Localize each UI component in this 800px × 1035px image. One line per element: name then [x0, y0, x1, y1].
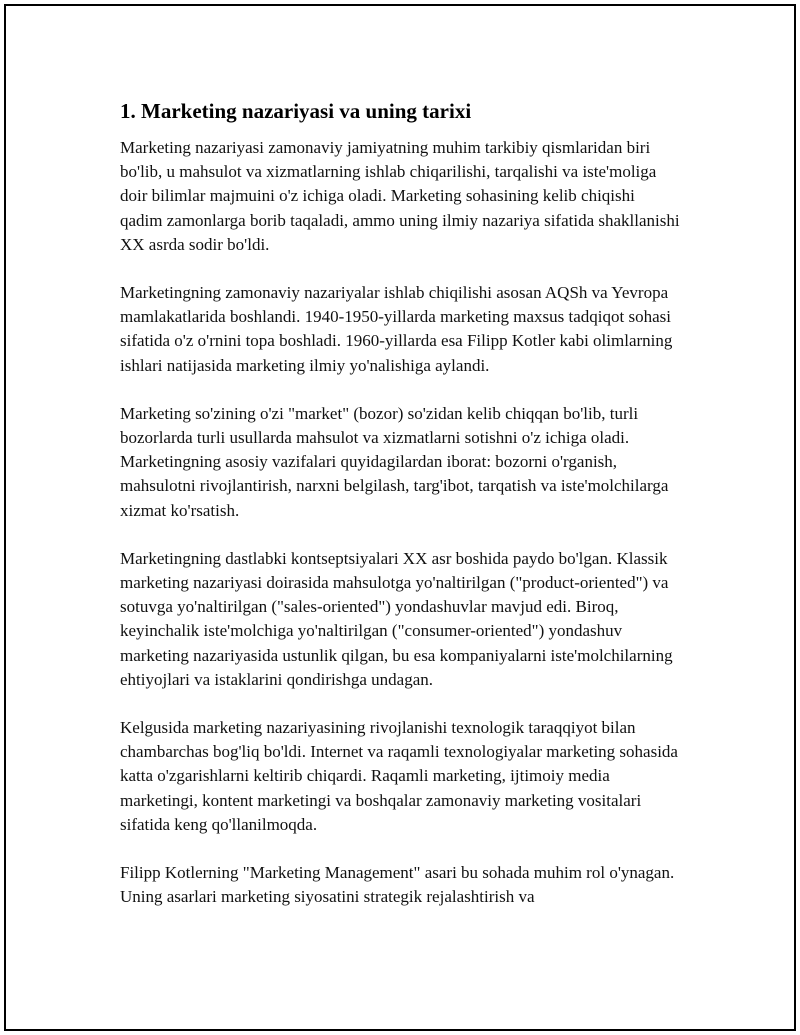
- paragraph-4: Marketingning dastlabki kontseptsiyalari XX asr boshida paydo bo'lgan. Klassik marketing nazariyasi doirasida mahsulotga yo'naltirilgan ("product-oriented") va sotuvga yo'naltirilgan ("sales-oriented") yondashuvlar mavjud edi. Biroq, keyinchalik iste'molchiga yo'naltirilgan ("consumer-oriented") yondashuv marketing nazariyasida ustunlik qilgan, bu esa kompaniyalarni iste'molchilarning ehtiyojlari va istaklarini qondirishga undagan.: [120, 548, 673, 689]
- paragraph-2: Marketingning zamonaviy nazariyalar ishlab chiqilishi asosan AQSh va Yevropa mamlakatlarida boshlandi. 1940-1950-yillarda marketing maxsus tadqiqot sohasi sifatida o'z o'rnini topa boshladi. 1960-yillarda esa Filipp Kotler kabi olimlarning ishlari natijasida marketing ilmiy yo'nalishiga aylandi.: [120, 283, 673, 375]
- section-heading: 1. Marketing nazariyasi va uning tarixi: [120, 99, 472, 123]
- paragraph-1: Marketing nazariyasi zamonaviy jamiyatning muhim tarkibiy qismlaridan biri bo'lib, u mahsulot va xizmatlarning ishlab chiqarilishi, tarqalishi va iste'moliga doir bilimlar majmuini o'z ichiga oladi. Marketing sohasining kelib chiqishi qadim zamonlarga borib taqaladi, ammo uning ilmiy nazariya sifatida shakllanishi XX asrda sodir bo'ldi.: [120, 138, 680, 254]
- paragraph-6: Filipp Kotlerning "Marketing Management" asari bu sohada muhim rol o'ynagan. Uning asarlari marketing siyosatini strategik rejalashtirish va: [120, 863, 675, 907]
- document-page: [4, 4, 796, 1031]
- paragraph-3: Marketing so'zining o'zi "market" (bozor) so'zidan kelib chiqqan bo'lib, turli bozorlarda turli usullarda mahsulot va xizmatlarni sotishni o'z ichiga oladi. Marketingning asosiy vazifalari quyidagilardan iborat: bozorni o'rganish, mahsulotni rivojlantirish, narxni belgilash, targ'ibot, tarqatish va iste'molchilarga xizmat ko'rsatish.: [120, 403, 669, 520]
- document-body: [120, 96, 680, 933]
- paragraph-5: Kelgusida marketing nazariyasining rivojlanishi texnologik taraqqiyot bilan chambarchas bog'liq bo'ldi. Internet va raqamli texnologiyalar marketing sohasida katta o'zgarishlarni keltirib chiqardi. Raqamli marketing, ijtimoiy media marketingi, kontent marketingi va boshqalar zamonaviy marketing vositalari sifatida keng qo'llanilmoqda.: [120, 718, 678, 834]
